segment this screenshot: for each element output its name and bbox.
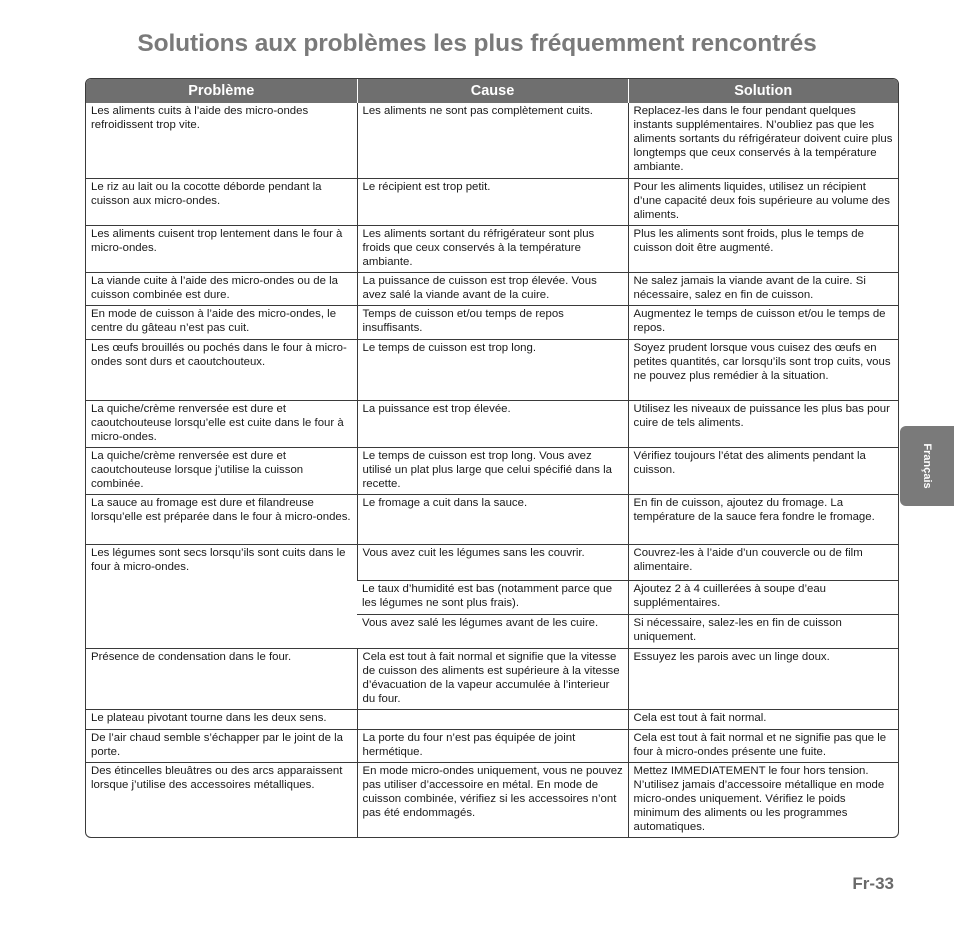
solution-cell: Essuyez les parois avec un linge doux.	[628, 648, 898, 709]
solution-cell: Cela est tout à fait normal et ne signifie pas que le four à micro-ondes présente une fuite.	[628, 729, 898, 762]
header-solution: Solution	[628, 79, 898, 103]
header-problem: Problème	[86, 79, 357, 103]
solution-cell: Vérifiez toujours l’état des aliments pendant la cuisson.	[628, 447, 898, 494]
problem-cell: Présence de condensation dans le four.	[86, 648, 357, 709]
cause-cell: En mode micro-ondes uniquement, vous ne pouvez pas utiliser d’accessoire en métal. En mode de cuisson combinée, vérifiez si les accessoires n’ont pas été endommagés.	[357, 762, 628, 837]
table-row	[86, 305, 898, 339]
problem-cell: La quiche/crème renversée est dure et caoutchouteuse lorsqu’elle est cuite dans le four à micro-ondes.	[86, 400, 357, 447]
cause-cell: Le temps de cuisson est trop long.	[357, 339, 628, 400]
solution-cell: Augmentez le temps de cuisson et/ou le temps de repos.	[628, 305, 898, 339]
cause-cell: Le temps de cuisson est trop long. Vous avez utilisé un plat plus large que celui spécifié dans la recette.	[357, 447, 628, 494]
table-row	[86, 494, 898, 544]
cause-cell: Temps de cuisson et/ou temps de repos insuffisants.	[357, 305, 628, 339]
cause-cell: La puissance de cuisson est trop élevée. Vous avez salé la viande avant de la cuire.	[357, 272, 628, 305]
cause-cell: Le taux d’humidité est bas (notamment parce que les légumes ne sont plus frais).	[357, 580, 628, 614]
table-header-row	[86, 79, 898, 103]
table-row	[86, 648, 898, 709]
troubleshooting-table	[85, 78, 899, 838]
problem-cell: De l’air chaud semble s’échapper par le joint de la porte.	[86, 729, 357, 762]
table-row	[86, 339, 898, 400]
solution-cell: Couvrez-les à l’aide d’un couvercle ou de film alimentaire.	[628, 544, 898, 580]
page-number: Fr-33	[852, 874, 894, 893]
solution-cell: Ne salez jamais la viande avant de la cuire. Si nécessaire, salez en fin de cuisson.	[628, 272, 898, 305]
solution-cell: Plus les aliments sont froids, plus le temps de cuisson doit être augmenté.	[628, 225, 898, 272]
problem-cell: Les aliments cuisent trop lentement dans le four à micro-ondes.	[86, 225, 357, 272]
page-title: Solutions aux problèmes les plus fréquemment rencontrés	[137, 30, 817, 57]
table-row	[86, 447, 898, 494]
problem-cell: Les légumes sont secs lorsqu’ils sont cuits dans le four à micro-ondes.	[86, 544, 357, 648]
solution-cell: En fin de cuisson, ajoutez du fromage. La température de la sauce fera fondre le fromage.	[628, 494, 898, 544]
problem-cell: Les aliments cuits à l’aide des micro-ondes refroidissent trop vite.	[91, 105, 309, 131]
table-row	[86, 178, 898, 225]
problem-cell: Le riz au lait ou la cocotte déborde pendant la cuisson aux micro-ondes.	[86, 178, 357, 225]
language-tab	[900, 426, 954, 506]
solution-cell: Soyez prudent lorsque vous cuisez des œufs en petites quantités, car lorsqu’ils sont trop cuits, vous ne pouvez plus remédier à la situation.	[628, 339, 898, 400]
table-row	[86, 729, 898, 762]
solution-cell: Cela est tout à fait normal.	[628, 709, 898, 729]
cause-cell: Vous avez cuit les légumes sans les couvrir.	[357, 544, 628, 580]
cause-cell: Le récipient est trop petit.	[357, 178, 628, 225]
table-row	[86, 709, 898, 729]
cause-cell	[357, 709, 628, 729]
solution-cell: Utilisez les niveaux de puissance les plus bas pour cuire de tels aliments.	[628, 400, 898, 447]
table-row	[86, 103, 898, 178]
language-tab-label: Français	[921, 443, 933, 489]
table-row	[86, 225, 898, 272]
table-row	[86, 762, 898, 837]
problem-cell: La quiche/crème renversée est dure et caoutchouteuse lorsque j’utilise la cuisson combinée.	[86, 447, 357, 494]
cause-cell: Le fromage a cuit dans la sauce.	[357, 494, 628, 544]
solution-cell: Mettez IMMEDIATEMENT le four hors tension. N’utilisez jamais d’accessoire métallique en mode micro-ondes uniquement. Vérifiez le poids minimum des aliments ou les programmes automatiques.	[628, 762, 898, 837]
cause-cell: Les aliments ne sont pas complètement cuits.	[357, 103, 628, 178]
cause-cell: Vous avez salé les légumes avant de les cuire.	[357, 614, 628, 648]
problem-cell: Les œufs brouillés ou pochés dans le four à micro-ondes sont durs et caoutchouteux.	[86, 339, 357, 400]
table-row	[86, 272, 898, 305]
cause-cell: La porte du four n’est pas équipée de joint hermétique.	[357, 729, 628, 762]
table-row	[86, 400, 898, 447]
problem-cell: La viande cuite à l’aide des micro-ondes ou de la cuisson combinée est dure.	[86, 272, 357, 305]
solution-cell: Ajoutez 2 à 4 cuillerées à soupe d’eau supplémentaires.	[628, 580, 898, 614]
solution-cell: Si nécessaire, salez-les en fin de cuisson uniquement.	[628, 614, 898, 648]
table-row	[86, 544, 898, 580]
problem-cell: La sauce au fromage est dure et filandreuse lorsqu’elle est préparée dans le four à micro-ondes.	[86, 494, 357, 544]
header-cause: Cause	[357, 79, 628, 103]
cause-cell: La puissance est trop élevée.	[357, 400, 628, 447]
cause-cell: Cela est tout à fait normal et signifie que la vitesse de cuisson des aliments est supérieure à la vitesse d’évacuation de la vapeur accumulée à l’interieur du four.	[357, 648, 628, 709]
solution-cell: Replacez-les dans le four pendant quelques instants supplémentaires. N’oubliez pas que les aliments sortants du réfrigérateur doivent cuire plus longtemps que ceux conservés à la température ambiante.	[628, 103, 898, 178]
problem-cell: Le plateau pivotant tourne dans les deux sens.	[86, 709, 357, 729]
solution-cell: Pour les aliments liquides, utilisez un récipient d’une capacité deux fois supérieure au volume des aliments.	[628, 178, 898, 225]
cause-cell: Les aliments sortant du réfrigérateur sont plus froids que ceux conservés à la température ambiante.	[357, 225, 628, 272]
problem-cell: En mode de cuisson à l’aide des micro-ondes, le centre du gâteau n’est pas cuit.	[86, 305, 357, 339]
problem-cell: Des étincelles bleuâtres ou des arcs apparaissent lorsque j’utilise des accessoires métalliques.	[86, 762, 357, 837]
